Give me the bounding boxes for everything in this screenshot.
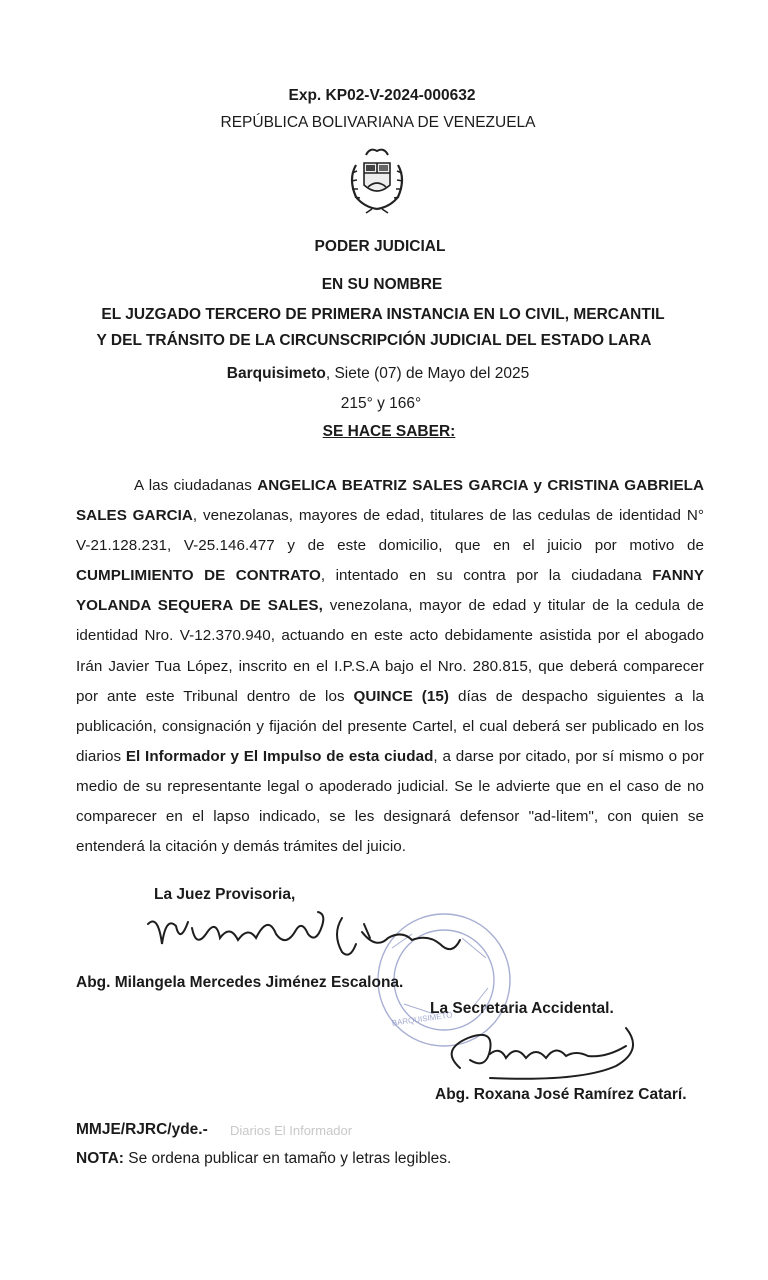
newspapers: El Informador y El Impulso de esta ciudad [125,747,434,765]
body-text-segment: A las ciudadanas [134,477,258,494]
secretary-signature [430,1020,660,1084]
secretary-name: Abg. Roxana José Ramírez Catarí. [435,1086,687,1103]
notice-heading: SE HACE SABER: [322,423,456,440]
case-type: CUMPLIMIENTO DE CONTRATO [76,567,321,585]
case-number: Exp. KP02-V-2024-000632 [288,87,476,104]
judge-title: La Juez Provisoria, [154,886,296,903]
republic-heading: REPÚBLICA BOLIVARIANA DE VENEZUELA [220,114,536,131]
judicial-power-heading: PODER JUDICIAL [314,238,446,255]
secretary-title: La Secretaria Accidental. [430,1000,614,1017]
note-line [76,1150,451,1168]
body-text-segment: , a darse por citado, por sí mismo o por medio de su representante legal o apoderado judicial. Se le advierte que en el caso de no comparecer en el lapso indicado, se les designará defensor "ad-litem", con quien se entenderá la citación y demás trámites del juicio. [76,747,704,856]
judge-signature [136,904,476,984]
note-label: NOTA: [76,1150,124,1167]
initials: MMJE/RJRC/yde.- [76,1121,208,1138]
stamp-city: BARQUISIMETO [391,1010,454,1028]
years-line: 215° y 166° [340,395,422,412]
in-name-heading: EN SU NOMBRE [321,276,443,293]
date-rest: , Siete (07) de Mayo del 2025 [325,365,530,382]
note-text: Se ordena publicar en tamaño y letras legibles. [123,1150,452,1167]
body-text-segment: , venezolanas, mayores de edad, titulares de las cedulas de identidad N° V-21.128.231, V-25.146.477 y de este domicilio, que en el juicio por motivo de [76,507,704,555]
date-line [0,364,762,384]
defendants-names: ANGELICA BEATRIZ SALES GARCIA y CRISTINA GABRIELA SALES GARCIA [76,477,704,525]
plaintiff-name: FANNY YOLANDA SEQUERA DE SALES, [76,567,705,615]
judge-name: Abg. Milangela Mercedes Jiménez Escalona. [76,974,404,991]
body-text-segment: días de despacho siguientes a la publicación, consignación y fijación del presente Cartel, el cual deberá ser publicado en los diarios [76,687,704,765]
court-name-line-2: Y DEL TRÁNSITO DE LA CIRCUNSCRIPCIÓN JUDICIAL DEL ESTADO LARA [96,332,652,349]
days-period: QUINCE (15) [353,687,450,705]
coat-of-arms-icon [342,143,412,215]
notice-body [76,471,704,862]
faded-text: Diarios El Informador [230,1123,353,1138]
court-name-line-1: EL JUZGADO TERCERO DE PRIMERA INSTANCIA EN LO CIVIL, MERCANTIL [101,306,665,323]
date-city: Barquisimeto [226,365,326,382]
body-text-segment: venezolana, mayor de edad y titular de la cedula de identidad Nro. V-12.370.940, actuando en este acto debidamente asistida por el abogado Irán Javier Tua López, inscrito en el I.P.S.A bajo el Nro. 280.815, que deberá comparecer por ante este Tribunal dentro de los [76,597,704,705]
notice-paragraph [76,471,704,862]
body-text-segment: , intentado en su contra por la ciudadana [320,567,653,585]
